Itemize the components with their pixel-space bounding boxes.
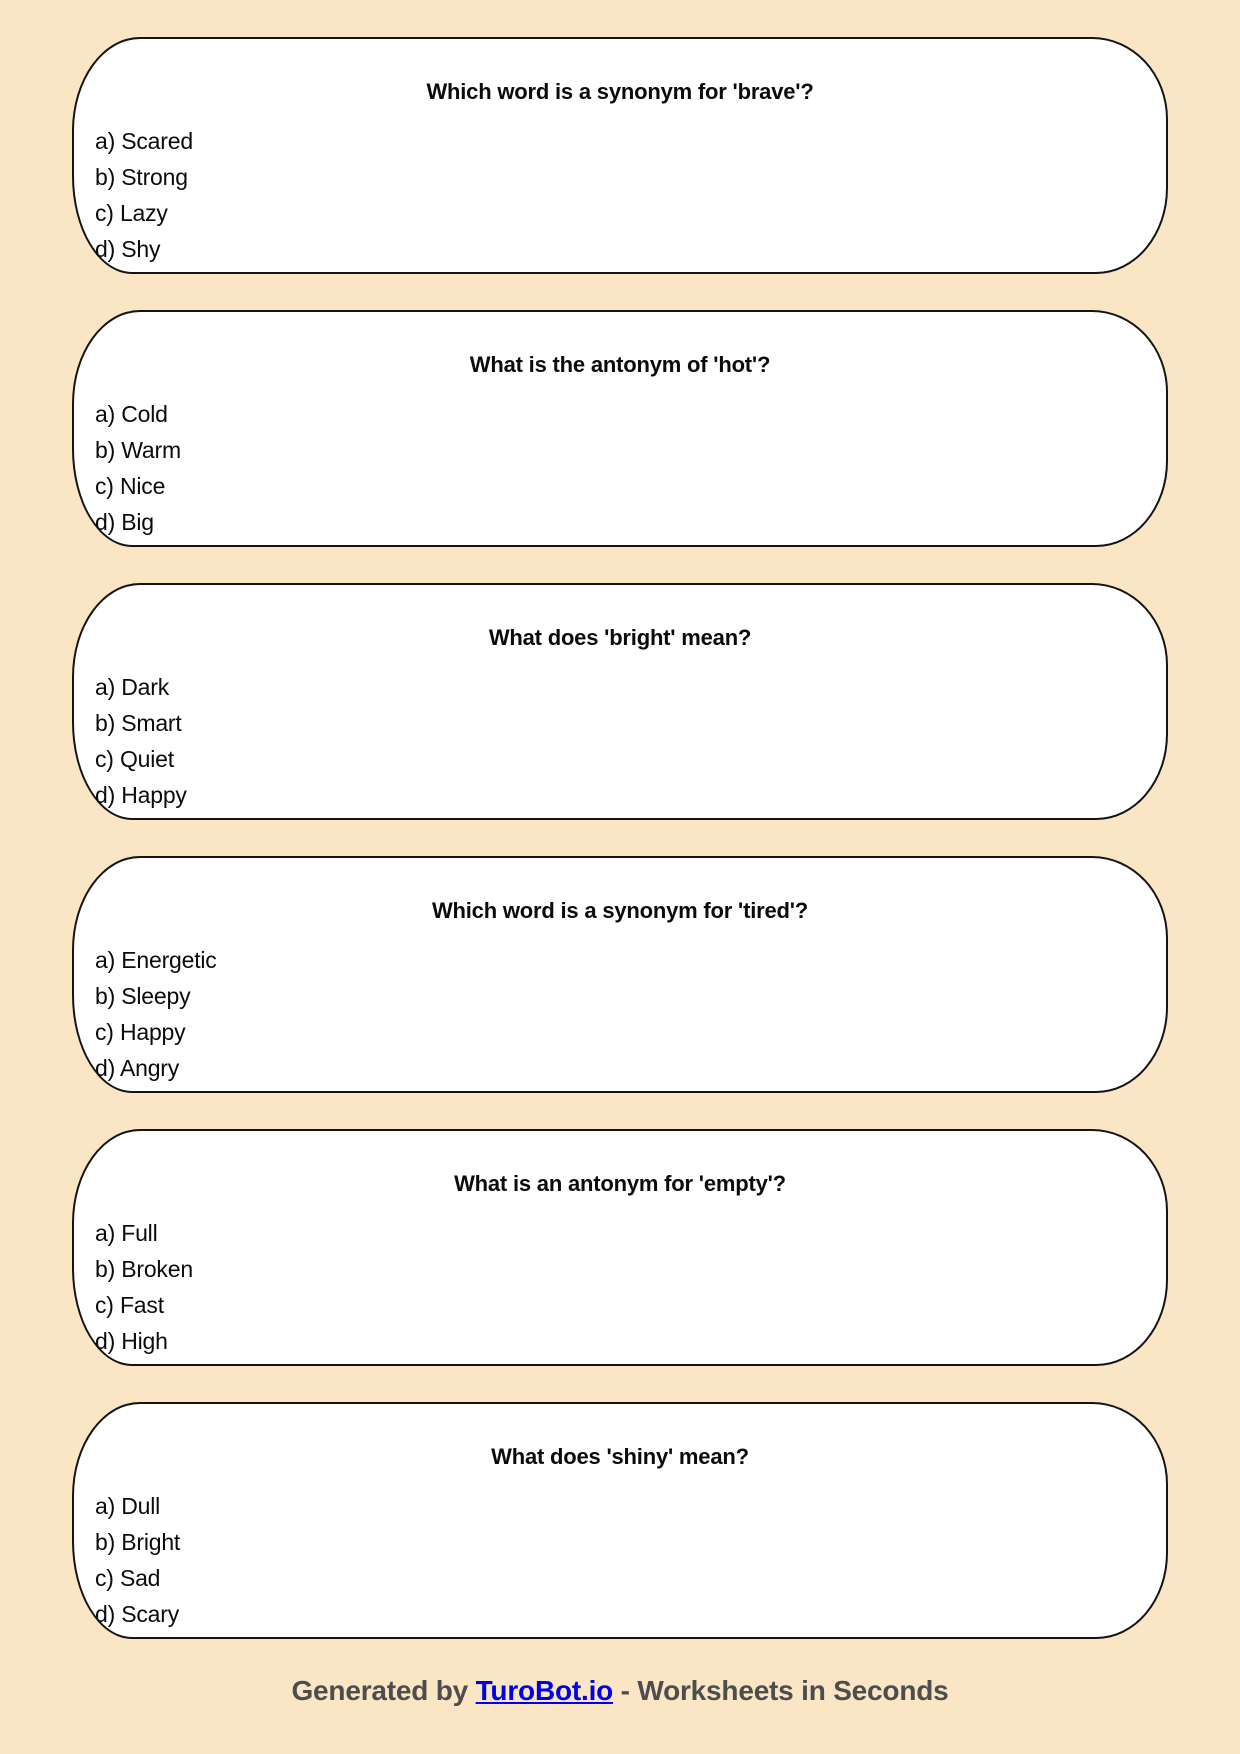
options-list (74, 130, 1166, 261)
options-list (74, 403, 1166, 534)
footer-text-suffix: - Worksheets in Seconds (613, 1675, 949, 1706)
question-card (72, 1402, 1168, 1639)
answer-option: a) Dark (95, 674, 170, 700)
answer-option: c) Quiet (95, 746, 174, 772)
answer-option: c) Fast (95, 1292, 164, 1318)
answer-option: b) Warm (95, 437, 181, 463)
answer-option: b) Strong (95, 164, 188, 190)
question-title: Which word is a synonym for 'brave'? (426, 79, 814, 104)
question-title: What does 'bright' mean? (488, 625, 752, 650)
options-list (74, 676, 1166, 807)
question-card (72, 37, 1168, 274)
answer-option: d) High (95, 1328, 168, 1354)
footer (0, 1675, 1240, 1707)
answer-option: d) Angry (95, 1055, 180, 1081)
answer-option: a) Cold (95, 401, 168, 427)
question-card (72, 583, 1168, 820)
answer-option: a) Dull (95, 1493, 161, 1519)
question-card (72, 310, 1168, 547)
answer-option: d) Shy (95, 236, 161, 262)
options-list (74, 949, 1166, 1080)
answer-option: b) Broken (95, 1256, 193, 1282)
question-title: What does 'shiny' mean? (491, 1444, 749, 1469)
options-list (74, 1495, 1166, 1626)
options-list (74, 1222, 1166, 1353)
answer-option: c) Happy (95, 1019, 186, 1045)
question-list (0, 37, 1240, 1639)
answer-option: d) Big (95, 509, 154, 535)
answer-option: a) Scared (95, 128, 193, 154)
question-title: What is the antonym of 'hot'? (469, 352, 771, 377)
turobot-link[interactable]: TuroBot.io (475, 1675, 614, 1706)
answer-option: d) Scary (95, 1601, 180, 1627)
answer-option: b) Sleepy (95, 983, 191, 1009)
answer-option: a) Full (95, 1220, 158, 1246)
question-card (72, 856, 1168, 1093)
answer-option: c) Sad (95, 1565, 161, 1591)
footer-text-prefix: Generated by (291, 1675, 476, 1706)
question-card (72, 1129, 1168, 1366)
answer-option: d) Happy (95, 782, 187, 808)
answer-option: b) Smart (95, 710, 182, 736)
answer-option: c) Lazy (95, 200, 168, 226)
answer-option: c) Nice (95, 473, 166, 499)
question-title: What is an antonym for 'empty'? (454, 1171, 786, 1196)
answer-option: b) Bright (95, 1529, 181, 1555)
answer-option: a) Energetic (95, 947, 217, 973)
question-title: Which word is a synonym for 'tired'? (431, 898, 809, 923)
